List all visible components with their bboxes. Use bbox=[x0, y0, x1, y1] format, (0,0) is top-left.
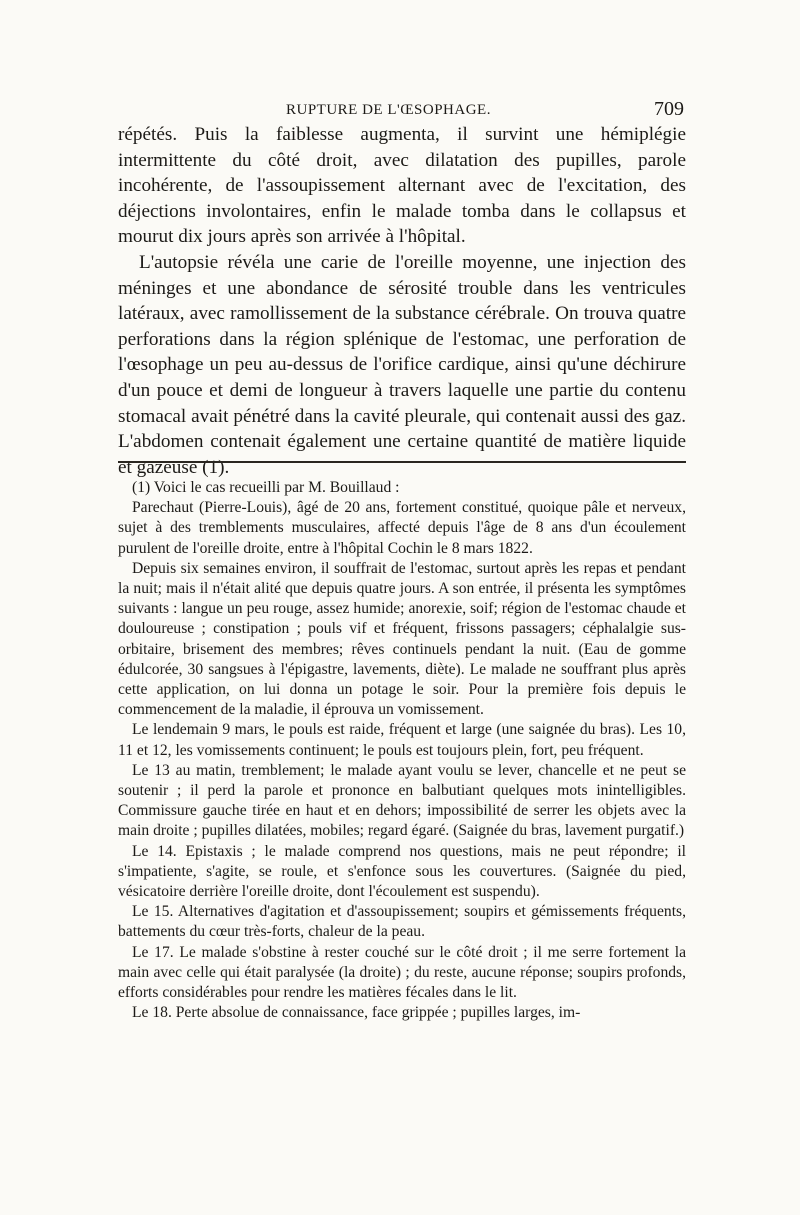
footnote-paragraph: Le 15. Alternatives d'agitation et d'assoupissement; soupirs et gémissements fréquents, battements du cœur très-forts, chaleur de la peau. bbox=[118, 903, 686, 941]
footnote-paragraph: Le 13 au matin, tremblement; le malade ayant voulu se lever, chancelle et ne peut se soutenir ; il perd la parole et prononce en balbutiant quelques mots inintelligibles. Commissure gauche tirée en haut et en dehors; impossibilité de serrer les objets avec la main droite ; pupilles dilatées, mobiles; regard égaré. (Saignée du bras, lavement purgatif.) bbox=[118, 761, 686, 840]
running-title: RUPTURE DE L'ŒSOPHAGE. bbox=[286, 102, 491, 118]
footnote-paragraph: Le 18. Perte absolue de connaissance, face grippée ; pupilles larges, im- bbox=[132, 1004, 581, 1022]
main-text bbox=[118, 122, 686, 480]
body-paragraph: L'autopsie révéla une carie de l'oreille moyenne, une injection des méninges et une abondance de sérosité trouble dans les ventricules latéraux, avec ramollissement de la substance cérébrale. On trouva quatre perforations dans la région splénique de l'estomac, une perforation de l'œsophage un peu au-dessus de l'orifice cardique, ainsi qu'une déchirure d'un pouce et demi de longueur à travers laquelle une partie du contenu stomacal avait pénétré dans la cavité pleurale, qui contenait aussi des gaz. L'abdomen contenait également une certaine quantité de matière liquide et gazeuse (1). bbox=[118, 251, 686, 478]
footnote-paragraph: (1) Voici le cas recueilli par M. Bouillaud : bbox=[132, 479, 400, 496]
body-paragraph: répétés. Puis la faiblesse augmenta, il survint une hémiplégie intermittente du côté droit, avec dilatation des pupilles, parole incohérente, de l'assoupissement alternant avec de l'excitation, des déjections involontaires, enfin le malade tomba dans le collapsus et mourut dix jours après son arrivée à l'hôpital. bbox=[118, 124, 686, 248]
footnote-paragraph: Parechaut (Pierre-Louis), âgé de 20 ans, fortement constitué, quoique pâle et nerveux, sujet à des tremblements musculaires, affecté depuis l'âge de 8 ans d'un écoulement purulent de l'oreille droite, entre à l'hôpital Cochin le 8 mars 1822. bbox=[118, 499, 686, 557]
footnote-paragraph: Le 14. Epistaxis ; le malade comprend nos questions, mais ne peut répondre; il s'impatiente, s'agite, se roule, et s'enfonce sous les couvertures. (Saignée du pied, vésicatoire derrière l'oreille droite, dont l'écoulement est suspendu). bbox=[118, 842, 686, 901]
footnote bbox=[118, 478, 686, 1023]
footnote-paragraph: Depuis six semaines environ, il souffrait de l'estomac, surtout après les repas et pendant la nuit; mais il n'était alité que depuis quatre jours. A son entrée, il présenta les symptômes suivants : langue un peu rouge, assez humide; anorexie, soif; région de l'estomac chaude et douloureuse ; constipation ; pouls vif et fréquent, frissons passagers; céphalalgie sus-orbitaire, brisement des membres; rêves continuels pendant la nuit. (Eau de gomme édulcorée, 30 sangsues à l'épigastre, lavements, diète). Le malade ne souffrant plus après cette application, on lui donna un potage le soir. Pour la première fois depuis le commencement de la maladie, il éprouva un vomissement. bbox=[118, 559, 686, 719]
footnote-divider bbox=[118, 461, 686, 463]
footnote-paragraph: Le 17. Le malade s'obstine à rester couché sur le côté droit ; il me serre fortement la main avec celle qui était paralysée (la droite) ; du reste, aucune réponse; soupirs profonds, efforts considérables pour rendre les matières fécales dans le lit. bbox=[118, 943, 686, 1002]
footnote-paragraph: Le lendemain 9 mars, le pouls est raide, fréquent et large (une saignée du bras). Les 10, 11 et 12, les vomissements continuent; le pouls est toujours plein, fort, peu fréquent. bbox=[118, 721, 686, 759]
page-number: 709 bbox=[654, 98, 684, 120]
page-header bbox=[118, 98, 686, 124]
